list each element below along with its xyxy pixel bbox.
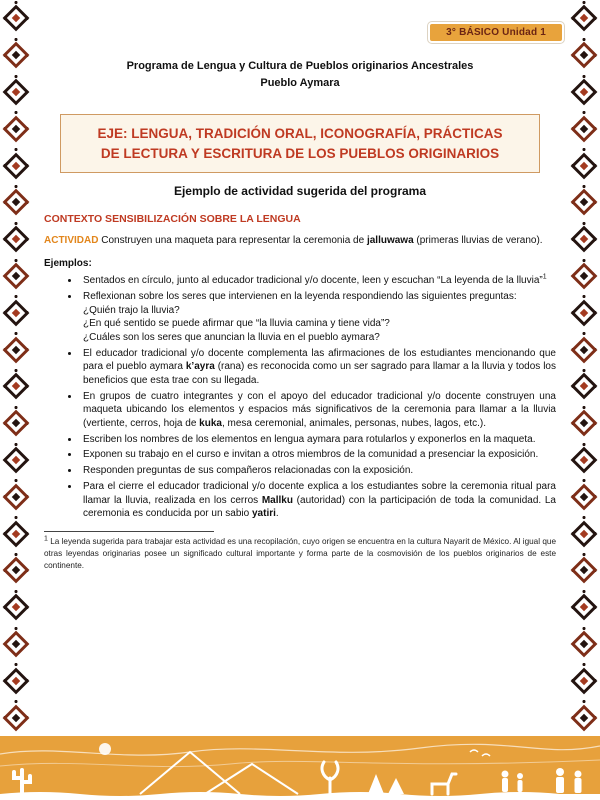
activity-label: ACTIVIDAD: [44, 235, 99, 247]
program-title-line1: Programa de Lengua y Cultura de Pueblos originarios Ancestrales: [126, 60, 474, 72]
unit-badge: 3° BÁSICO Unidad 1: [428, 22, 564, 43]
list-item: • Para el cierre el educador tradicional y/o docente explica a los estudiantes sobre la ceremonia ritual para llamar la lluvia, realizada en los cerros Mallku (autoridad) con la participación de toda la comunidad. La ceremonia es conducida por un sabio yatiri.: [80, 480, 556, 521]
right-ornamental-border: [568, 0, 600, 736]
activity-text: Construyen una maqueta para representar la ceremonia de jalluwawa (primeras lluvias de verano).: [98, 235, 543, 247]
list-item: • Exponen su trabajo en el curso e invitan a otros miembros de la comunidad a presenciar la exposición.: [80, 448, 556, 462]
left-ornamental-border: [0, 0, 32, 736]
list-item: • Responden preguntas de sus compañeros relacionadas con la exposición.: [80, 464, 556, 478]
list-item: • Sentados en círculo, junto al educador tradicional y/o docente, leen y escuchan “La leyenda de la lluvia”$^1$: [80, 274, 556, 288]
examples-list: [44, 274, 556, 521]
eje-box: [60, 114, 540, 173]
eje-heading-line1: EJE: LENGUA, TRADICIÓN ORAL, ICONOGRAFÍA, PRÁCTICAS: [97, 126, 503, 142]
activity-subtitle: Ejemplo de actividad sugerida del programa: [173, 184, 427, 199]
activity-paragraph: [44, 234, 556, 248]
list-item: • El educador tradicional y/o docente complementa las afirmaciones de los estudiantes mencionando que para el pueblo aymara k’ayra (rana) es reconocida como un ser sagrado para llamar a la lluvia y todos los beneficios que esta trae con su llegada.: [80, 347, 556, 388]
examples-label: Ejemplos:: [44, 258, 92, 270]
eje-heading: [75, 124, 525, 163]
program-title: [44, 58, 556, 92]
footnote-text: 1 La leyenda sugerida para trabajar esta actividad es una recopilación, cuyo origen se encuentra en la cultura Nayarit de México. Al igual que otras leyendas originarias posee un significado cultural importante y forma parte de la cosmovisión de los pueblos originarios de este continente.: [44, 535, 556, 570]
footnote-divider: [44, 531, 214, 532]
context-heading: CONTEXTO SENSIBILIZACIÓN SOBRE LA LENGUA: [44, 213, 301, 226]
page-content: [44, 58, 556, 572]
list-item: • En grupos de cuatro integrantes y con el apoyo del educador tradicional y/o docente construyen una maqueta ubicando los elementos y espacios más significativos de la ceremonia para llamar a la lluvia (vertiente, cerros, hoja de kuka, mesa ceremonial, animales, personas, nubes, lagos, etc.).: [80, 390, 556, 431]
list-item: • Escriben los nombres de los elementos en lengua aymara para rotularlos y exponerlos en la maqueta.: [80, 433, 556, 447]
list-item: • Reflexionan sobre los seres que intervienen en la leyenda respondiendo las siguientes preguntas: ¿Quién trajo la lluvia? ¿En qué sentido se puede afirmar que “la lluvia camina y tiene vida”? ¿Cuáles son los seres que anuncian la lluvia en el pueblo aymara?: [80, 290, 556, 345]
program-title-line2: Pueblo Aymara: [260, 77, 340, 90]
footer-illustration: [0, 736, 600, 800]
eje-heading-line2: DE LECTURA Y ESCRITURA DE LOS PUEBLOS ORIGINARIOS: [100, 145, 500, 161]
